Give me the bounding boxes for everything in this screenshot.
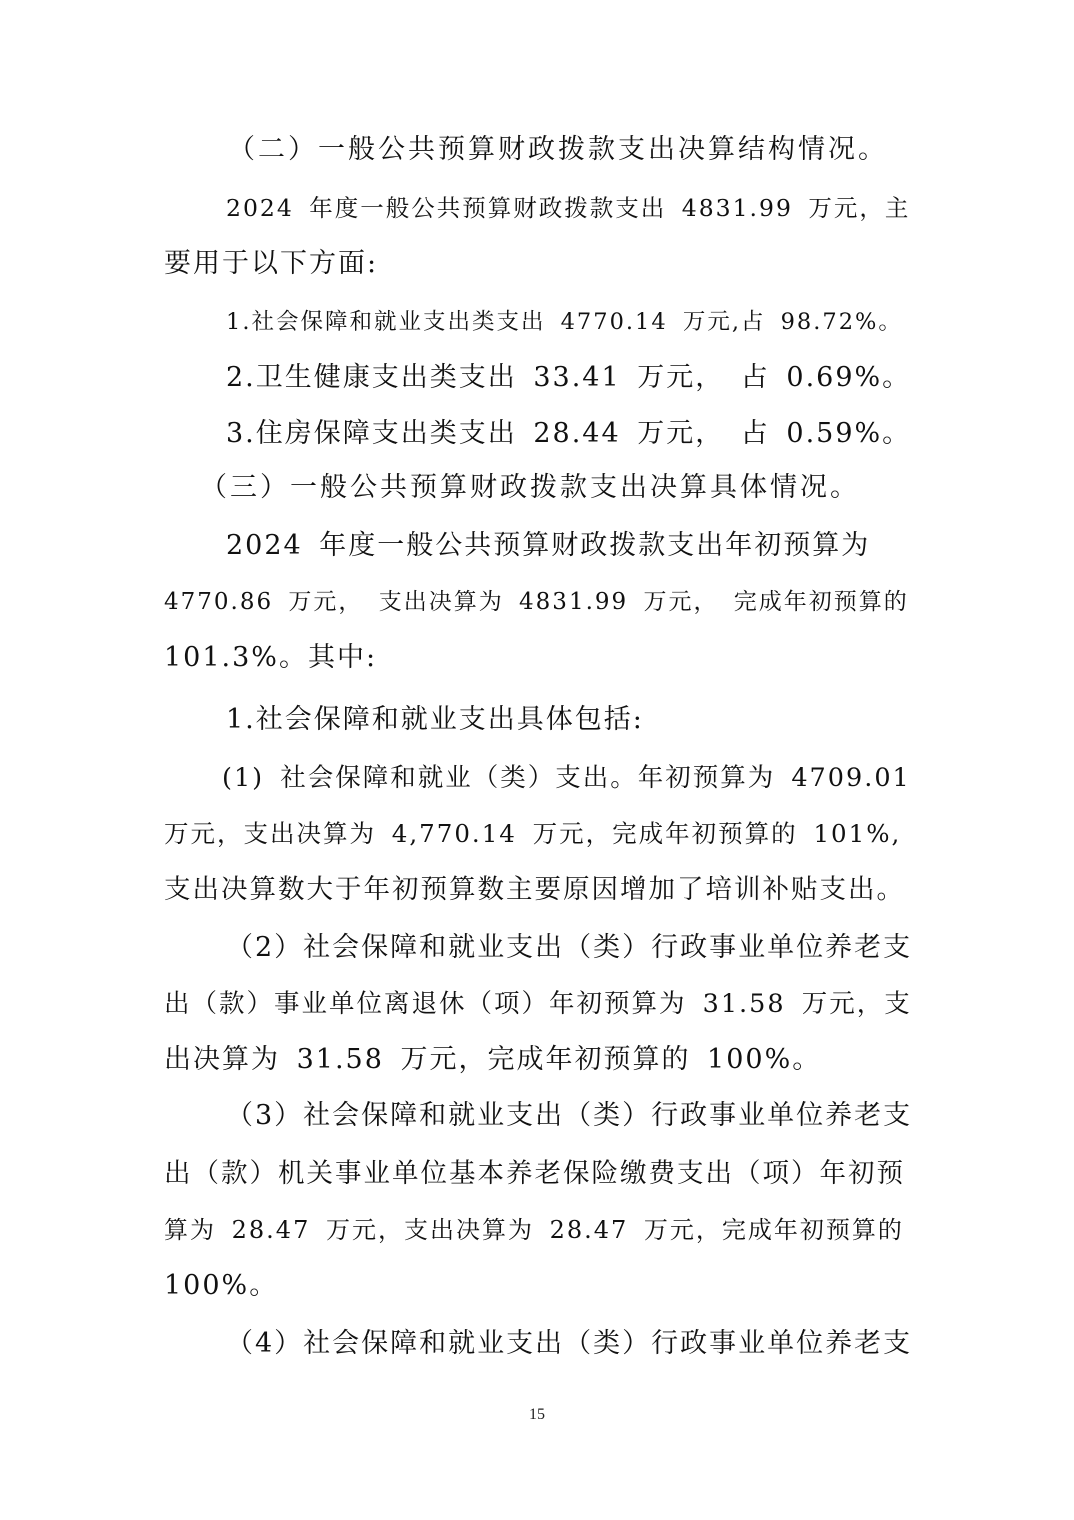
section-heading-2: （二）一般公共预算财政拨款支出决算结构情况。 bbox=[228, 134, 888, 165]
paragraph-line: 100%。 bbox=[164, 1270, 279, 1301]
paragraph-line: （3）社会保障和就业支出（类）行政事业单位养老支 bbox=[226, 1100, 913, 1131]
list-item-3: 3.住房保障支出类支出 28.44 万元， 占 0.59%。 bbox=[226, 418, 912, 449]
paragraph-line: 算为 28.47 万元，支出决算为 28.47 万元，完成年初预算的 bbox=[164, 1216, 904, 1244]
list-item-2: 2.卫生健康支出类支出 33.41 万元， 占 0.69%。 bbox=[226, 362, 912, 393]
paragraph-line: 2024 年度一般公共预算财政拨款支出年初预算为 bbox=[226, 530, 871, 561]
paragraph-line: 万元，支出决算为 4,770.14 万元，完成年初预算的 101%, bbox=[164, 819, 902, 848]
paragraph-line: 要用于以下方面: bbox=[164, 248, 379, 279]
paragraph-line: 出（款）机关事业单位基本养老保险缴费支出（项）年初预 bbox=[164, 1158, 905, 1189]
paragraph-line: 支出决算数大于年初预算数主要原因增加了培训补贴支出。 bbox=[164, 874, 905, 905]
paragraph-line: （2）社会保障和就业支出（类）行政事业单位养老支 bbox=[226, 932, 913, 963]
paragraph-line: 2024 年度一般公共预算财政拨款支出 4831.99 万元，主 bbox=[226, 194, 911, 222]
paragraph-line: （4）社会保障和就业支出（类）行政事业单位养老支 bbox=[226, 1328, 913, 1359]
subsection-heading: 1.社会保障和就业支出具体包括: bbox=[226, 704, 644, 735]
paragraph-line: 101.3%。其中: bbox=[164, 642, 378, 673]
paragraph-line: (1) 社会保障和就业（类）支出。年初预算为 4709.01 bbox=[222, 763, 911, 793]
section-heading-3: （三）一般公共预算财政拨款支出决算具体情况。 bbox=[200, 472, 860, 503]
paragraph-line: 4770.86 万元， 支出决算为 4831.99 万元， 完成年初预算的 bbox=[164, 589, 909, 615]
paragraph-line: 出（款）事业单位离退休（项）年初预算为 31.58 万元，支 bbox=[164, 989, 912, 1019]
page-number: 15 bbox=[529, 1406, 545, 1423]
paragraph-line: 出决算为 31.58 万元，完成年初预算的 100%。 bbox=[164, 1044, 822, 1075]
list-item-1: 1.社会保障和就业支出类支出 4770.14 万元,占 98.72%。 bbox=[226, 309, 903, 335]
